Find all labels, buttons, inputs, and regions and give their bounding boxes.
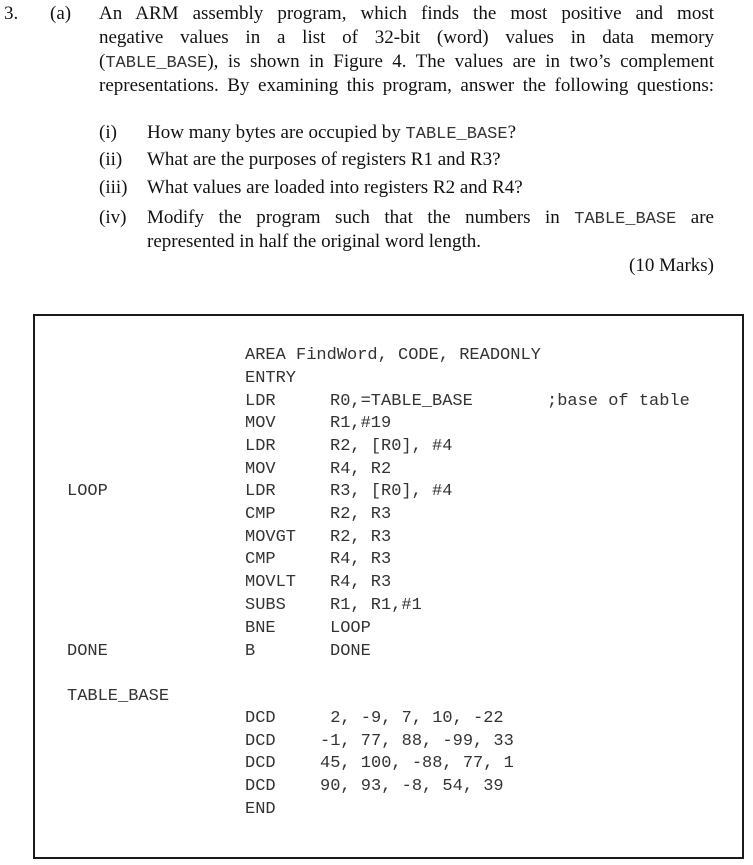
stem-table-base-code: TABLE_BASE — [105, 54, 208, 73]
stem-line-4: representations. By examining this program, answer the following questions: — [99, 75, 714, 96]
subquestion-label: (ii) — [99, 149, 123, 170]
subquestion-text: What are the purposes of registers R1 and R3? — [147, 149, 501, 170]
code-args: R2, [R0], #4 — [330, 437, 453, 456]
code-op: LDR — [245, 437, 276, 456]
code-dcd-op: DCD — [245, 777, 276, 796]
code-op: LDR — [245, 482, 276, 501]
subquestion-label: (iii) — [99, 177, 128, 198]
stem-line-3-rest: ), is shown in Figure 4. The values are in two’s complement — [207, 51, 714, 72]
code-args: R2, R3 — [330, 528, 392, 547]
subquestion-text — [147, 121, 516, 147]
code-op: MOV — [245, 414, 276, 433]
subquestion-text-continued: represented in half the original word length. — [147, 231, 481, 252]
code-area-directive: AREA FindWord, CODE, READONLY — [245, 346, 541, 365]
question-part-label: (a) — [50, 3, 72, 24]
code-op: LDR — [245, 392, 276, 411]
question-number: 3. — [4, 3, 19, 24]
code-args: R0,=TABLE_BASE — [330, 392, 473, 411]
code-args: R1,#19 — [330, 414, 392, 433]
subquestion-code: TABLE_BASE — [405, 125, 508, 144]
code-op: CMP — [245, 550, 276, 569]
code-dcd-op: DCD — [245, 732, 276, 751]
code-comment: ;base of table — [547, 392, 690, 411]
code-op: MOVGT — [245, 528, 297, 547]
subquestion-text: What values are loaded into registers R2 and R4? — [147, 177, 523, 198]
subquestion-tail: ? — [507, 122, 517, 143]
subquestion-code: TABLE_BASE — [574, 210, 677, 229]
code-args: R4, R3 — [330, 550, 392, 569]
code-args: R3, [R0], #4 — [330, 482, 453, 501]
code-label-done: DONE — [67, 642, 108, 661]
code-label-table-base: TABLE_BASE — [67, 687, 170, 706]
code-args: LOOP — [330, 619, 371, 638]
subquestion-tail: are — [676, 207, 714, 228]
code-op: MOV — [245, 460, 276, 479]
code-dcd-values: 45, 100, -88, 77, 1 — [320, 754, 514, 773]
code-op: BNE — [245, 619, 276, 638]
subquestion-text — [147, 206, 714, 232]
code-args: DONE — [330, 642, 371, 661]
code-op: B — [245, 642, 256, 661]
subquestion-text-part: Modify the program such that the numbers in — [147, 207, 575, 228]
code-dcd-op: DCD — [245, 709, 276, 728]
code-dcd-values: 2, -9, 7, 10, -22 — [320, 709, 504, 728]
code-end-directive: END — [245, 800, 276, 819]
subquestion-label: (i) — [99, 122, 117, 143]
code-args: R4, R2 — [330, 460, 392, 479]
stem-line-2: negative values in a list of 32-bit (word) values in data memory — [99, 27, 714, 48]
code-args: R1, R1,#1 — [330, 596, 422, 615]
code-entry-directive: ENTRY — [245, 369, 297, 388]
code-dcd-values: -1, 77, 88, -99, 33 — [320, 732, 514, 751]
stem-line-3 — [99, 50, 714, 76]
subquestion-label: (iv) — [99, 207, 127, 228]
code-args: R4, R3 — [330, 573, 392, 592]
code-dcd-values: 90, 93, -8, 54, 39 — [320, 777, 504, 796]
code-op: CMP — [245, 505, 276, 524]
marks-label: (10 Marks) — [629, 255, 714, 276]
subquestion-text-part: How many bytes are occupied by — [147, 122, 406, 143]
code-label-loop: LOOP — [67, 482, 108, 501]
code-dcd-op: DCD — [245, 754, 276, 773]
stem-line-1: An ARM assembly program, which finds the most positive and most — [99, 3, 714, 24]
code-op: SUBS — [245, 596, 286, 615]
code-op: MOVLT — [245, 573, 297, 592]
stem-open-paren: ( — [99, 51, 106, 72]
code-args: R2, R3 — [330, 505, 392, 524]
